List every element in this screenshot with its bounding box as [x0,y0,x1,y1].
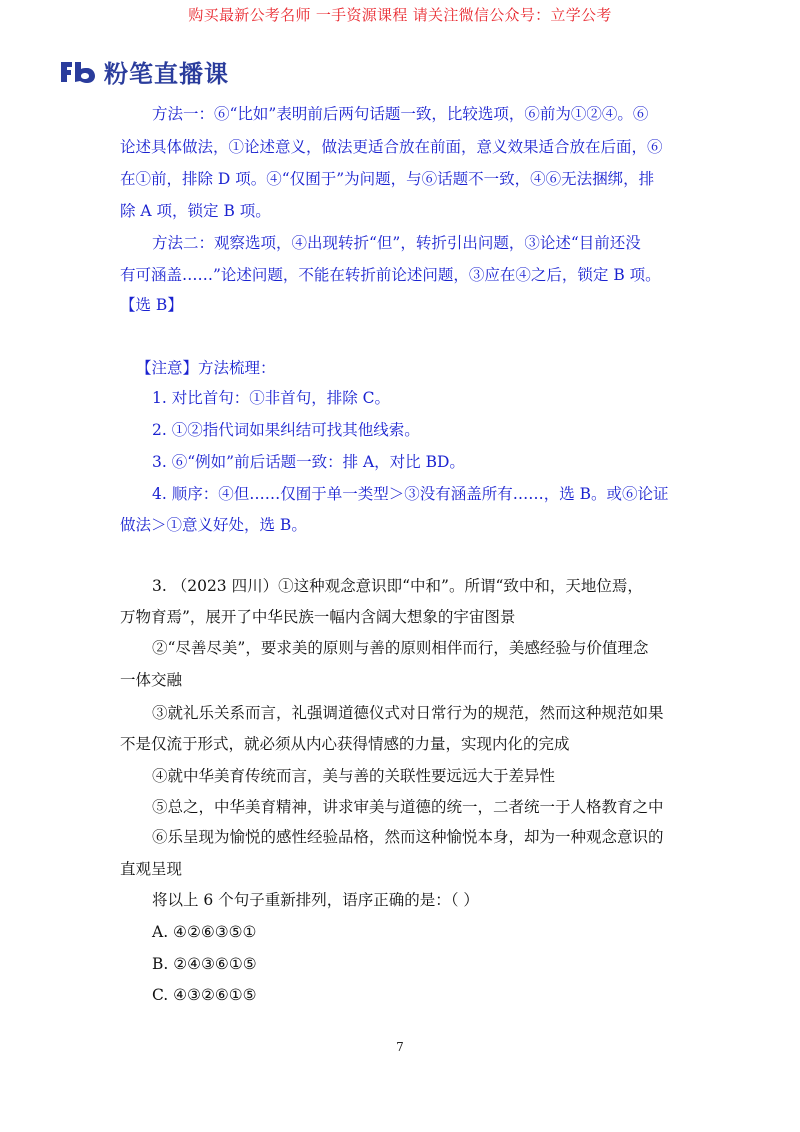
option-a: A. ④②⑥③⑤① [152,923,257,941]
question-line: 不是仅流于形式，就必须从内心获得情感的力量，实现内化的完成 [120,735,570,753]
note-item: 1. 对比首句：①非首句，排除 C。 [152,389,391,407]
top-banner: 购买最新公考名师 一手资源课程 请关注微信公众号：立学公考 [188,6,612,24]
question-line: 一体交融 [120,671,183,689]
answer-label: 【选 B】 [120,296,183,314]
method1-line: 除 A 项，锁定 B 项。 [120,202,271,220]
method1-line: 论述具体做法，①论述意义，做法更适合放在前面，意义效果适合放在后面，⑥ [120,138,663,156]
note-item: 做法＞①意义好处，选 B。 [120,516,307,534]
question-line: ④就中华美育传统而言，美与善的关联性要远远大于差异性 [152,767,556,785]
question-line: 万物育焉”，展开了中华民族一幅内含阔大想象的宇宙图景 [120,608,516,626]
method1-line: 在①前，排除 D 项。④“仅囿于”为问题，与⑥话题不一致，④⑥无法捆绑，排 [120,170,655,188]
question-line: ②“尽善尽美”，要求美的原则与善的原则相伴而行，美感经验与价值理念 [152,639,649,657]
note-item: 4. 顺序：④但……仅囿于单一类型＞③没有涵盖所有……，选 B。或⑥论证 [152,485,669,503]
question-line: 3. （2023 四川）①这种观念意识即“中和”。所谓“致中和，天地位焉， [152,577,643,595]
page-number: 7 [396,1040,404,1054]
method2-line: 方法二：观察选项，④出现转折“但”，转折引出问题，③论述“目前还没 [152,234,641,252]
question-line: ⑥乐呈现为愉悦的感性经验品格，然而这种愉悦本身，却为一种观念意识的 [152,828,664,846]
brand-header [58,54,229,89]
brand-name: 粉笔直播课 [104,60,229,88]
method1-line: 方法一：⑥“比如”表明前后两句话题一致，比较选项，⑥前为①②④。⑥ [152,105,649,123]
question-prompt: 将以上 6 个句子重新排列，语序正确的是：（ ） [152,891,479,909]
option-b: B. ②④③⑥①⑤ [152,955,257,973]
option-c: C. ④③②⑥①⑤ [152,986,257,1004]
method2-line: 有可涵盖……”论述问题，不能在转折前论述问题，③应在④之后，锁定 B 项。 [120,266,661,284]
question-line: ③就礼乐关系而言，礼强调道德仪式对日常行为的规范，然而这种规范如果 [152,704,664,722]
fenbi-fb-logo-icon [58,58,98,86]
note-heading: 【注意】方法梳理： [136,359,276,377]
note-item: 3. ⑥“例如”前后话题一致：排 A，对比 BD。 [152,453,465,471]
note-item: 2. ①②指代词如果纠结可找其他线索。 [152,421,420,439]
question-line: 直观呈现 [120,860,183,878]
question-line: ⑤总之，中华美育精神，讲求审美与道德的统一，二者统一于人格教育之中 [152,798,664,816]
